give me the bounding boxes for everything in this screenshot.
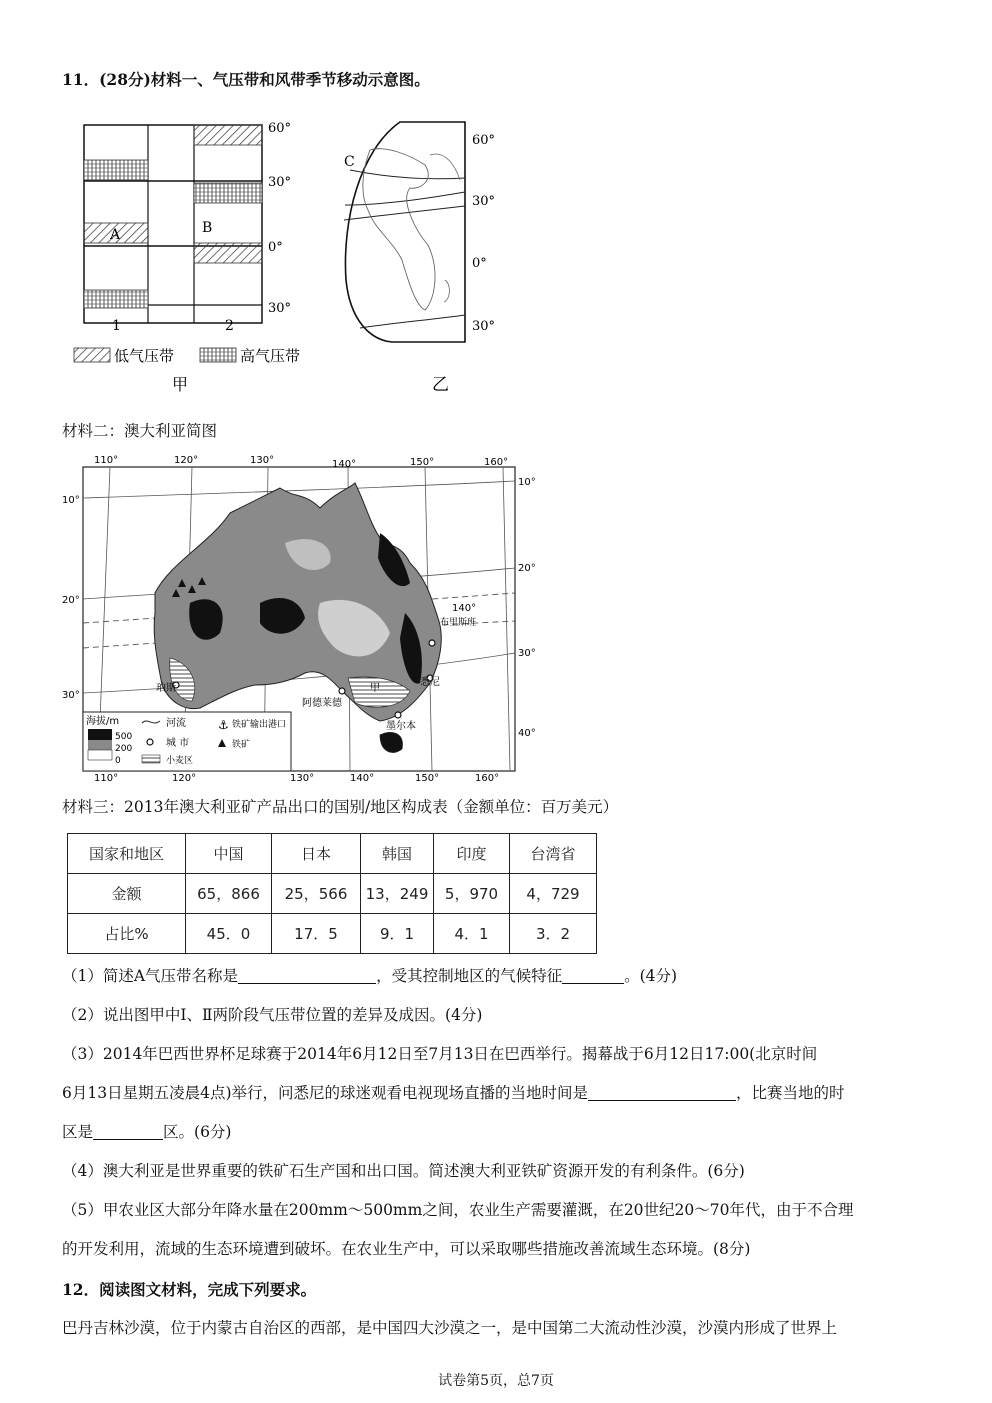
lat-label: 30°	[472, 194, 496, 209]
place-jia: 甲	[370, 683, 380, 694]
table-header-cell: 日本	[272, 834, 361, 874]
page-footer: 试卷第5页，总7页	[438, 1373, 554, 1389]
table-cell: 65，866	[186, 874, 272, 914]
q3-text: ，比赛当地的时	[736, 1084, 845, 1102]
table-header-cell: 韩国	[361, 834, 434, 874]
table-header-cell: 台湾省	[510, 834, 597, 874]
table-cell: 17．5	[272, 914, 361, 954]
wheat-icon	[142, 755, 160, 763]
export-table	[67, 833, 597, 954]
q1-text: 。(4分)	[624, 967, 678, 985]
high-pressure-belt	[84, 160, 148, 180]
lat-label: 30°	[62, 690, 80, 701]
lon-label: 150°	[415, 773, 440, 784]
australia-map	[62, 453, 536, 784]
table-cell: 45．0	[186, 914, 272, 954]
legend-elev-value: 0	[115, 756, 121, 766]
lon-label: 130°	[250, 455, 275, 466]
place-brisbane: 布里斯班	[440, 618, 477, 628]
q11-heading: 11．(28分)材料一、气压带和风带季节移动示意图。	[62, 70, 430, 89]
answer-blank[interactable]	[93, 1123, 163, 1140]
answer-blank[interactable]	[562, 967, 624, 984]
city-icon	[395, 712, 401, 718]
legend-port: 铁矿输出港口	[232, 720, 287, 730]
table-cell: 金额	[68, 874, 186, 914]
lon-label: 110°	[94, 773, 119, 784]
lon-label: 160°	[475, 773, 500, 784]
material2-title: 材料二：澳大利亚简图	[62, 422, 218, 440]
lon-label: 140°	[452, 603, 477, 614]
sub-question-5: （5）甲农业区大部分年降水量在200mm～500mm之间，农业生产需要灌溉，在20世纪20～70年代，由于不合理	[62, 1201, 854, 1219]
answer-blank[interactable]	[588, 1084, 736, 1101]
lat-label: 0°	[472, 256, 487, 271]
sub-question-3: （3）2014年巴西世界杯足球赛于2014年6月12日至7月13日在巴西举行。揭幕战于6月12日17:00(北京时间	[62, 1045, 818, 1063]
sub-question-1	[62, 966, 677, 986]
lat-label: 20°	[518, 563, 536, 574]
table-cell: 4．1	[434, 914, 510, 954]
lat-label: 40°	[518, 728, 536, 739]
legend-low-swatch	[74, 348, 110, 362]
place-perth: 珀斯	[156, 683, 176, 694]
anchor-icon: ⚓	[218, 718, 229, 732]
city-icon	[339, 688, 345, 694]
place-adelaide: 阿德莱德	[302, 698, 342, 709]
q1-text: ，受其控制地区的气候特征	[376, 967, 563, 985]
table-cell: 9．1	[361, 914, 434, 954]
caption-jia: 甲	[172, 375, 189, 394]
sub-question-4: （4）澳大利亚是世界重要的铁矿石生产国和出口国。简述澳大利亚铁矿资源开发的有利条件。(6分)	[62, 1162, 745, 1180]
label-c: C	[344, 154, 355, 170]
globe-diagram	[330, 110, 520, 400]
lat-label: 30°	[268, 301, 292, 316]
lat-label: 60°	[472, 133, 496, 148]
place-sydney: 悉尼	[420, 677, 440, 688]
city-icon	[147, 739, 153, 745]
table-header-cell: 国家和地区	[68, 834, 186, 874]
legend-high: 高气压带	[240, 347, 301, 365]
table-cell: 25，566	[272, 874, 361, 914]
lat-label: 10°	[518, 477, 536, 488]
lat-label: 60°	[268, 121, 292, 136]
lat-label: 0°	[268, 240, 283, 255]
legend-river: 河流	[166, 718, 186, 729]
lon-label: 120°	[172, 773, 197, 784]
lon-label: 150°	[410, 457, 435, 468]
low-pressure-belt-b	[194, 243, 262, 263]
place-melbourne: 墨尔本	[386, 721, 416, 732]
legend-low: 低气压带	[114, 347, 175, 365]
lon-label: 130°	[290, 773, 315, 784]
high-pressure-belt	[84, 290, 148, 308]
pressure-belt-diagram	[70, 110, 330, 400]
low-pressure-belt	[194, 125, 262, 145]
high-pressure-belt	[194, 183, 262, 203]
table-row	[68, 874, 597, 914]
q3-text: 区。(6分)	[163, 1123, 232, 1141]
table-cell: 4，729	[510, 874, 597, 914]
caption-yi: 乙	[432, 375, 449, 395]
legend-high-swatch	[200, 348, 236, 362]
lat-label: 30°	[518, 648, 536, 659]
col-label: 2	[225, 318, 234, 334]
lon-label: 110°	[94, 455, 119, 466]
label-b: B	[202, 220, 213, 236]
sub-question-3-line3	[62, 1122, 231, 1142]
q1-text: （1）简述A气压带名称是	[62, 967, 239, 985]
legend-wheat: 小麦区	[166, 756, 194, 766]
col-label: 1	[112, 318, 121, 334]
lon-label: 140°	[332, 459, 357, 470]
table-header-cell: 中国	[186, 834, 272, 874]
lat-label: 30°	[472, 319, 496, 334]
table-cell: 13，249	[361, 874, 434, 914]
answer-blank[interactable]	[238, 967, 376, 984]
lon-label: 120°	[174, 455, 199, 466]
legend-elev-value: 500	[115, 732, 133, 742]
table-row	[68, 914, 597, 954]
continent-outline	[363, 149, 435, 310]
city-icon	[429, 640, 435, 646]
lon-label: 140°	[350, 773, 375, 784]
lat-label: 20°	[62, 595, 80, 606]
q3-text: 6月13日星期五凌晨4点)举行，问悉尼的球迷观看电视现场直播的当地时间是	[62, 1084, 588, 1102]
table-cell: 占比%	[68, 914, 186, 954]
table-header-row	[68, 834, 597, 874]
table-header-cell: 印度	[434, 834, 510, 874]
lon-label: 160°	[484, 457, 509, 468]
legend-city: 城 市	[166, 738, 190, 749]
table-cell: 5，970	[434, 874, 510, 914]
sub-question-3-line2	[62, 1083, 845, 1103]
lat-label: 30°	[268, 175, 292, 190]
sub-question-5-line2: 的开发利用，流域的生态环境遭到破坏。在农业生产中，可以采取哪些措施改善流域生态环境。(8分)	[62, 1240, 751, 1258]
q12-text: 巴丹吉林沙漠，位于内蒙古自治区的西部，是中国四大沙漠之一，是中国第二大流动性沙漠，沙漠内形成了世界上	[62, 1319, 838, 1337]
legend-elevation: 海拔/m	[86, 716, 120, 727]
lat-label: 10°	[62, 495, 80, 506]
legend-iron: 铁矿	[232, 740, 251, 750]
material3-title: 材料三：2013年澳大利亚矿产品出口的国别/地区构成表（金额单位：百万美元）	[62, 798, 619, 816]
legend-elev-value: 200	[115, 744, 133, 754]
q3-text: 区是	[62, 1123, 94, 1141]
q12-heading: 12．阅读图文材料，完成下列要求。	[62, 1280, 317, 1299]
sub-question-2: （2）说出图甲中Ⅰ、Ⅱ两阶段气压带位置的差异及成因。(4分)	[62, 1006, 483, 1024]
table-cell: 3．2	[510, 914, 597, 954]
label-a: A	[110, 227, 121, 243]
